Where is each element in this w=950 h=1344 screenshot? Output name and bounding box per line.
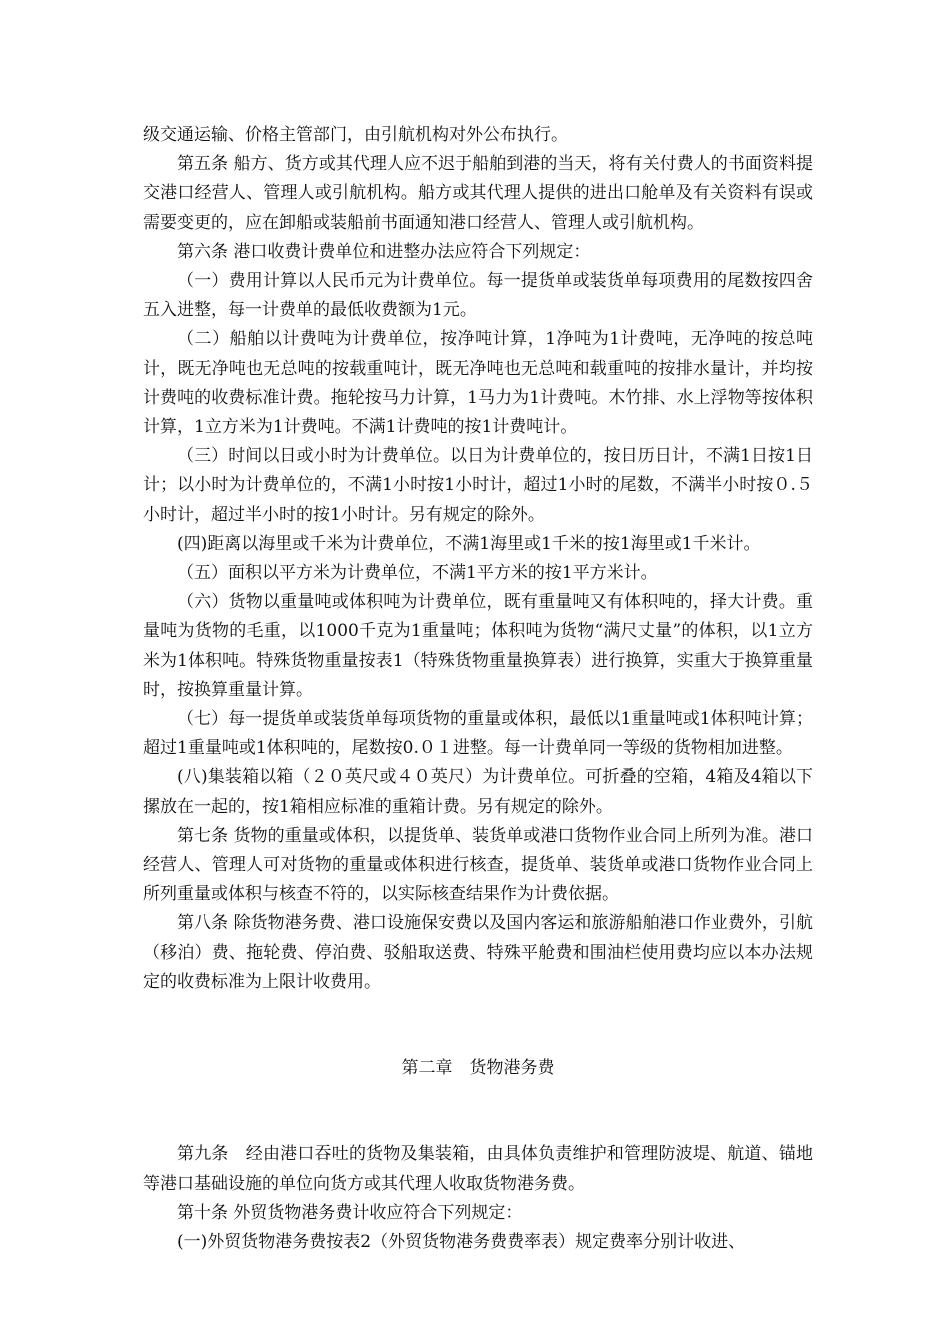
list-item: （三）时间以日或小时为计费单位。以日为计费单位的，按日历日计，不满1日按1日计；以小时为计费单位的，不满1小时按1小时计，超过1小时的尾数，不满半小时按０.５小时计，超过半小时的按1小时计。另有规定的除外。 — [143, 446, 813, 525]
list-item: (八)集装箱以箱（２０英尺或４０英尺）为计费单位。可折叠的空箱，4箱及4箱以下摞放在一起的，按1箱相应标准的重箱计费。另有规定的除外。 — [143, 767, 813, 817]
list-item: （二）船舶以计费吨为计费单位，按净吨计算，1净吨为1计费吨，无净吨的按总吨计，既无净吨也无总吨的按载重吨计，既无净吨也无总吨和载重吨的按排水量计，并均按计费吨的收费标准计费。拖轮按马力计算，1马力为1计费吨。木竹排、水上浮物等按体积计算，1立方米为1计费吨。不满1计费吨的按1计费吨计。 — [143, 329, 813, 438]
article-10-paragraph: 第十条 外贸货物港务费计收应符合下列规定： — [177, 1202, 523, 1223]
paragraph: 级交通运输、价格主管部门，由引航机构对外公布执行。 — [143, 125, 568, 145]
list-item: （五）面积以平方米为计费单位，不满1平方米的按1平方米计。 — [177, 563, 658, 584]
article-6-paragraph: 第六条 港口收费计费单位和进整办法应符合下列规定： — [177, 241, 591, 262]
list-item: (一)外贸货物港务费按表2（外贸货物港务费费率表）规定费率分别计收进、 — [177, 1231, 746, 1252]
list-item: （七）每一提货单或装货单每项货物的重量或体积，最低以1重量吨或1体积吨计算；超过1重量吨或1体积吨的，尾数按0.０１进整。每一计费单同一等级的货物相加进整。 — [143, 709, 813, 759]
article-9-paragraph: 第九条 经由港口吞吐的货物及集装箱，由具体负责维护和管理防波堤、航道、锚地等港口基础设施的单位向货方或其代理人收取货物港务费。 — [143, 1144, 813, 1194]
article-5-paragraph: 第五条 船方、货方或其代理人应不迟于船舶到港的当天，将有关付费人的书面资料提交港口经营人、管理人或引航机构。船方或其代理人提供的进出口舱单及有关资料有误或需要变更的，应在卸船或装船前书面通知港口经营人、管理人或引航机构。 — [143, 154, 813, 233]
document-page — [143, 121, 813, 1257]
list-item: (四)距离以海里或千米为计费单位，不满1海里或1千米的按1海里或1千米计。 — [177, 533, 761, 554]
article-7-paragraph: 第七条 货物的重量或体积，以提货单、装货单或港口货物作业合同上所列为准。港口经营人、管理人可对货物的重量或体积进行核查，提货单、装货单或港口货物作业合同上所列重量或体积与核查不符的，以实际核查结果作为计费依据。 — [143, 825, 813, 905]
chapter-title: 第二章 货物港务费 — [401, 1058, 555, 1079]
article-8-paragraph: 第八条 除货物港务费、港口设施保安费以及国内客运和旅游船舶港口作业费外，引航（移泊）费、拖轮费、停泊费、驳船取送费、特殊平舱费和围油栏使用费均应以本办法规定的收费标准为上限计收费用。 — [143, 913, 813, 992]
list-item: （六）货物以重量吨或体积吨为计费单位，既有重量吨又有体积吨的，择大计费。重量吨为货物的毛重，以1000千克为1重量吨；体积吨为货物“满尺丈量”的体积，以1立方米为1体积吨。特殊货物重量按表1（特殊货物重量换算表）进行换算，实重大于换算重量时，按换算重量计算。 — [143, 592, 813, 700]
list-item: （一）费用计算以人民币元为计费单位。每一提货单或装货单每项费用的尾数按四舍五入进整，每一计费单的最低收费额为1元。 — [143, 271, 813, 321]
